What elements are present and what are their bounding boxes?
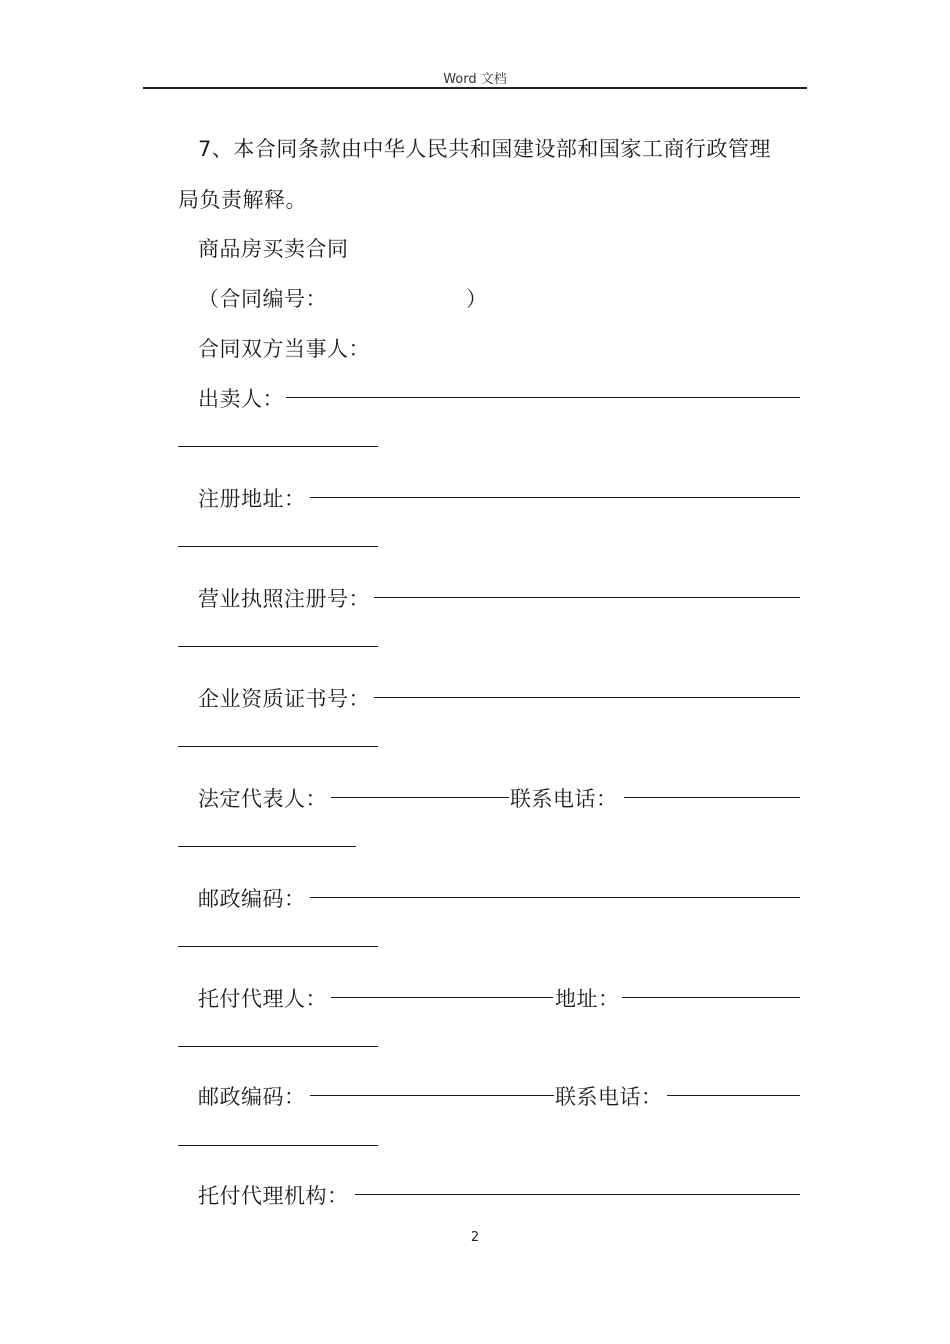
agency-blank-line	[355, 1194, 800, 1195]
license-no-blank-line-cont	[178, 646, 378, 647]
page-header: Word 文档	[443, 72, 507, 87]
postcode-2-blank-line	[310, 1095, 554, 1096]
address-blank-line	[622, 997, 800, 998]
reg-address-label: 注册地址：	[198, 487, 306, 511]
legal-rep-blank-line	[331, 797, 509, 798]
address-blank-line-cont	[178, 1046, 378, 1047]
seller-label: 出卖人：	[198, 387, 284, 411]
phone-2-blank-line-cont	[178, 1145, 378, 1146]
seller-blank-line-cont	[178, 446, 378, 447]
parties-label: 合同双方当事人：	[198, 337, 370, 361]
contract-number-close: ）	[466, 287, 488, 311]
contract-number-label: （合同编号：	[198, 287, 327, 311]
page-number: 2	[470, 1230, 480, 1245]
license-no-label: 营业执照注册号：	[198, 587, 370, 611]
phone-label-2: 联系电话：	[555, 1085, 663, 1109]
address-label: 地址：	[555, 987, 620, 1011]
qualification-no-blank-line-cont	[178, 746, 378, 747]
postcode-1-blank-line	[310, 897, 800, 898]
postcode-1-blank-line-cont	[178, 946, 378, 947]
phone-1-blank-line-cont	[178, 846, 356, 847]
seller-blank-line	[286, 397, 800, 398]
header-divider	[143, 87, 807, 89]
postcode-label-1: 邮政编码：	[198, 887, 306, 911]
phone-2-blank-line	[667, 1095, 800, 1096]
agent-blank-line	[331, 997, 553, 998]
reg-address-blank-line-cont	[178, 546, 378, 547]
contract-title: 商品房买卖合同	[198, 237, 349, 261]
reg-address-blank-line	[310, 497, 800, 498]
phone-1-blank-line	[624, 797, 800, 798]
qualification-no-label: 企业资质证书号：	[198, 687, 370, 711]
clause-7-line-2: 局负责解释。	[178, 188, 307, 212]
clause-7-line-1: 7、本合同条款由中华人民共和国建设部和国家工商行政管理	[198, 137, 771, 161]
agent-label: 托付代理人：	[198, 987, 327, 1011]
legal-rep-label: 法定代表人：	[198, 787, 327, 811]
phone-label-1: 联系电话：	[510, 787, 618, 811]
qualification-no-blank-line	[374, 697, 800, 698]
agency-label: 托付代理机构：	[198, 1184, 349, 1208]
license-no-blank-line	[374, 597, 800, 598]
postcode-label-2: 邮政编码：	[198, 1085, 306, 1109]
